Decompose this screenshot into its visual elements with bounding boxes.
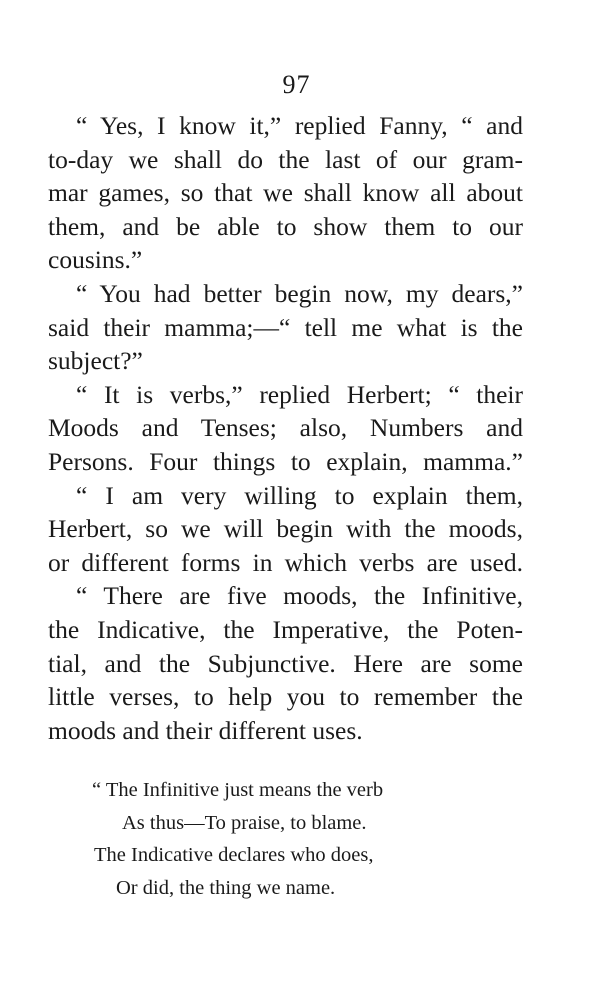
- page-number: 97: [282, 70, 311, 99]
- text-line: “ There are five moods, the Infinitive,: [76, 581, 523, 611]
- text-line: little verses, to help you to remember the: [48, 682, 523, 712]
- text-line: or different forms in which verbs are used.: [48, 547, 523, 577]
- text-line: to-day we shall do the last of our gram-: [48, 144, 523, 174]
- text-line: cousins.”: [48, 245, 143, 275]
- text-line: said their mamma;—“ tell me what is the: [48, 312, 523, 342]
- text-line: Persons. Four things to explain, mamma.”: [48, 446, 523, 476]
- verse-line: The Indicative declares who does,: [94, 844, 374, 866]
- text-line: “ Yes, I know it,” replied Fanny, “ and: [76, 111, 523, 140]
- text-line: “ I am very willing to explain them,: [76, 480, 523, 510]
- verse-line: As thus—To praise, to blame.: [122, 811, 367, 834]
- text-line: the Indicative, the Imperative, the Poten-: [48, 614, 523, 644]
- text-line: tial, and the Subjunctive. Here are some: [48, 648, 523, 678]
- prose-body: [48, 109, 523, 747]
- text-line: mar games, so that we shall know all about: [48, 178, 523, 208]
- verse-block: [92, 774, 532, 904]
- verse-line: Or did, the thing we name.: [116, 876, 336, 899]
- text-line: subject?”: [48, 346, 143, 376]
- text-line: Moods and Tenses; also, Numbers and: [48, 413, 523, 443]
- text-line: Herbert, so we will begin with the moods,: [48, 514, 523, 544]
- text-line: “ It is verbs,” replied Herbert; “ their: [76, 379, 523, 409]
- text-line: “ You had better begin now, my dears,”: [76, 278, 523, 308]
- text-line: them, and be able to show them to our: [48, 211, 523, 241]
- verse-line: “ The Infinitive just means the verb: [92, 779, 384, 801]
- text-line: moods and their different uses.: [48, 715, 363, 745]
